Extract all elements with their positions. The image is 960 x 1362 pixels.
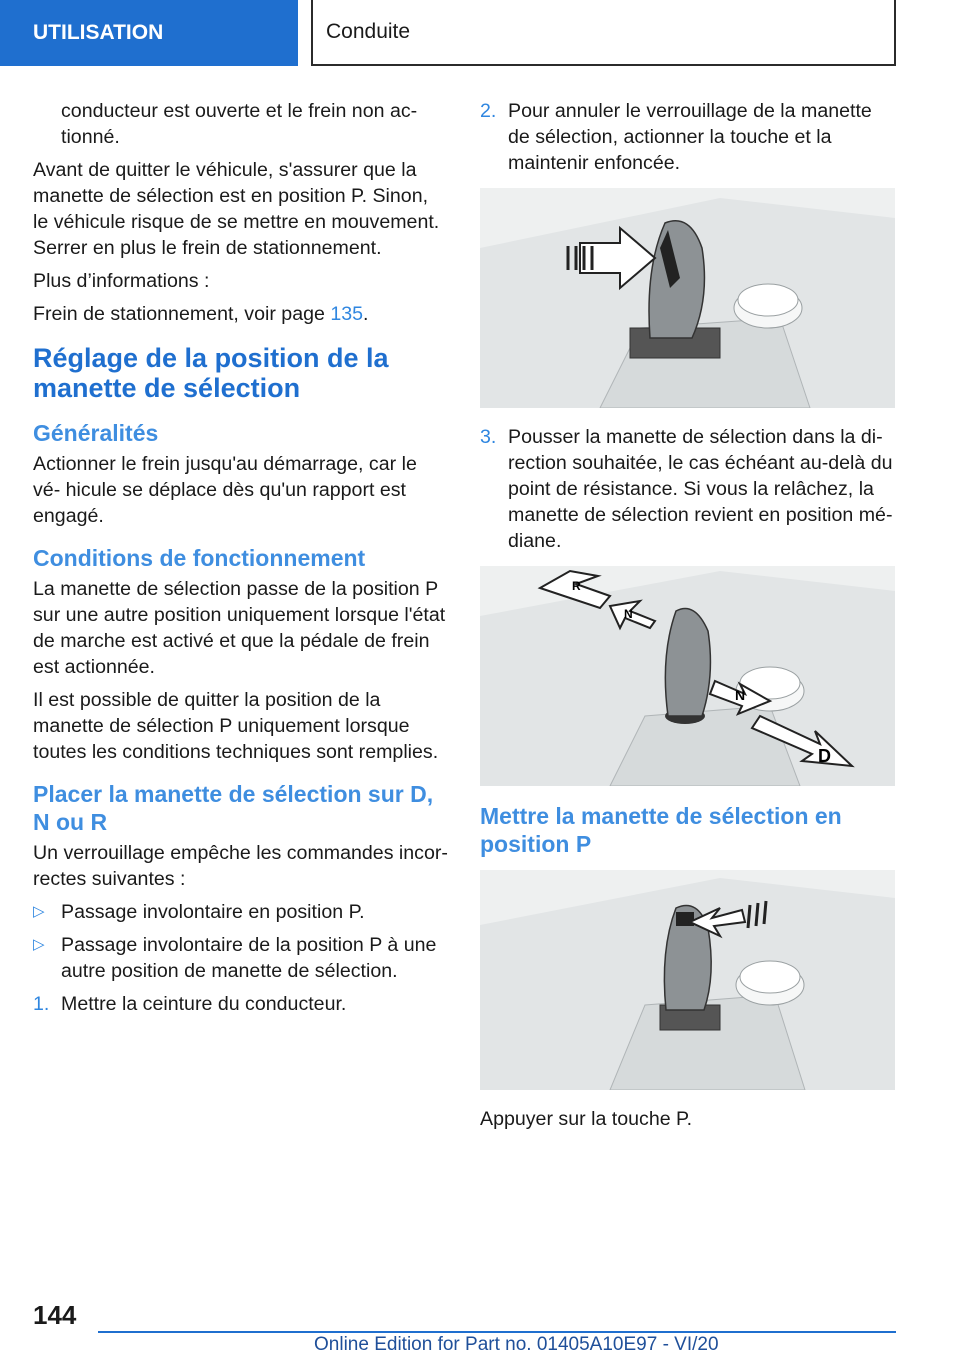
list-item-text: Passage involontaire de la position P à une autre position de manette de sélection. [61, 934, 437, 982]
section-title: UTILISATION [33, 21, 164, 44]
conditions-paragraph-2: Il est possible de quitter la position de la manette de sélection P uniquement lorsque toutes les conditions techniques sont remplies. [33, 689, 439, 763]
footer-edition: Online Edition for Part no. 01405A10E97 - VI/20 [314, 1334, 719, 1355]
page-link[interactable]: 135 [330, 303, 364, 325]
step-number: 3. [480, 426, 497, 448]
footer-divider [98, 1331, 896, 1333]
step-text: Mettre la ceinture du conducteur. [61, 993, 347, 1015]
gear-selector-button-illustration [480, 188, 895, 408]
neutral-up-label: N [624, 607, 633, 621]
triangle-bullet-icon: ▷ [33, 903, 45, 920]
lock-paragraph: Un verrouillage empêche les commandes incor- rectes suivantes : [33, 842, 448, 890]
chapter-header [311, 0, 896, 66]
gear-selector-park-illustration [480, 870, 895, 1090]
list-item [33, 932, 448, 984]
conditions-heading: Conditions de fonctionnement [33, 545, 366, 571]
right-column [480, 98, 895, 1139]
reference-paragraph [33, 301, 448, 327]
reference-text: Frein de stationnement, voir page [33, 303, 331, 325]
step-text: Pousser la manette de sélection dans la di- rection souhaitée, le cas échéant au-delà du point de résistance. Si vous la relâchez, la manette de sélection revient en position mé- diane. [508, 426, 893, 552]
chapter-title: Conduite [326, 20, 411, 43]
reference-end: . [363, 303, 369, 325]
conditions-paragraph-1: La manette de sélection passe de la position P sur une autre position uniquement lorsque l'état de marche est activé et que la pédale de frein est actionnée. [33, 578, 446, 678]
place-selector-heading: Placer la manette de sélection sur D, N ou R [33, 781, 434, 835]
list-item [33, 899, 448, 925]
leave-vehicle-paragraph: Avant de quitter le véhicule, s'assurer que la manette de sélection est en position P. Sinon, le véhicule risque de se mettre en mouvement. Serrer en plus le frein de stationnement. [33, 159, 440, 259]
general-paragraph: Actionner le frein jusqu'au démarrage, car le vé- hicule se déplace dès qu'un rapport est engagé. [33, 453, 417, 527]
neutral-down-label: N [735, 687, 746, 703]
step-number: 1. [33, 993, 50, 1015]
step-text: Pour annuler le verrouillage de la manette de sélection, actionner la touche et la maintenir enfoncée. [508, 100, 872, 174]
triangle-bullet-icon: ▷ [33, 936, 45, 953]
step-item [33, 991, 448, 1017]
step-item [480, 98, 895, 176]
section-heading: Réglage de la position de la manette de sélection [33, 343, 389, 403]
drive-label: D [818, 746, 831, 766]
more-info-label: Plus d’informations : [33, 270, 210, 292]
list-item-text: Passage involontaire en position P. [61, 901, 365, 923]
general-heading: Généralités [33, 420, 159, 446]
park-heading: Mettre la manette de sélection en position P [480, 803, 842, 857]
section-tab [0, 0, 298, 66]
step-number: 2. [480, 100, 497, 122]
park-paragraph: Appuyer sur la touche P. [480, 1108, 693, 1130]
left-column [33, 98, 448, 1024]
page-number: 144 [33, 1300, 77, 1330]
reverse-label: R [572, 579, 581, 593]
gear-selector-directions-illustration [480, 566, 895, 786]
step-item [480, 424, 895, 554]
intro-paragraph: conducteur est ouverte et le frein non ac- tionné. [61, 100, 418, 148]
